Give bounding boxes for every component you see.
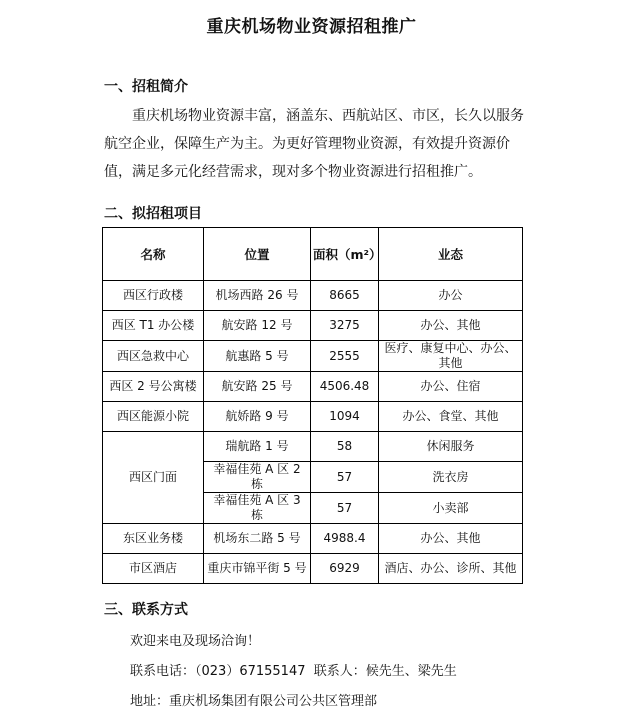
contact-phone: 联系电话：（023）67155147 联系人：候先生、梁先生 bbox=[130, 664, 457, 679]
cell-area: 8665 bbox=[311, 281, 379, 311]
cell-location: 重庆市锦平街 5 号 bbox=[204, 554, 311, 584]
table-row bbox=[103, 402, 523, 432]
cell-location: 机场东二路 5 号 bbox=[204, 524, 311, 554]
cell-use: 酒店、办公、诊所、其他 bbox=[379, 554, 523, 584]
intro-paragraph bbox=[104, 102, 534, 186]
cell-use: 洗衣房 bbox=[379, 462, 523, 493]
cell-name-merged: 西区门面 bbox=[103, 432, 204, 524]
cell-area: 6929 bbox=[311, 554, 379, 584]
table-row bbox=[103, 432, 523, 462]
cell-location: 幸福佳苑 A 区 2 栋 bbox=[204, 462, 311, 493]
cell-location: 航安路 25 号 bbox=[204, 372, 311, 402]
cell-area: 57 bbox=[311, 462, 379, 493]
welcome-text: 欢迎来电及现场洽询！ bbox=[130, 634, 261, 649]
cell-use: 办公、其他 bbox=[379, 311, 523, 341]
page-title: 重庆机场物业资源招租推广 bbox=[206, 17, 417, 37]
table-row bbox=[103, 524, 523, 554]
table-row bbox=[103, 311, 523, 341]
cell-name: 西区 T1 办公楼 bbox=[103, 311, 204, 341]
cell-use: 休闲服务 bbox=[379, 432, 523, 462]
table-row bbox=[103, 372, 523, 402]
cell-use: 办公、住宿 bbox=[379, 372, 523, 402]
cell-area: 4988.4 bbox=[311, 524, 379, 554]
cell-area: 2555 bbox=[311, 341, 379, 372]
cell-location: 航安路 12 号 bbox=[204, 311, 311, 341]
cell-use: 小卖部 bbox=[379, 493, 523, 524]
column-header-area: 面积（m²） bbox=[311, 228, 379, 281]
column-header-name: 名称 bbox=[103, 228, 204, 281]
cell-area: 58 bbox=[311, 432, 379, 462]
cell-name: 西区 2 号公寓楼 bbox=[103, 372, 204, 402]
cell-use: 办公、食堂、其他 bbox=[379, 402, 523, 432]
cell-name: 东区业务楼 bbox=[103, 524, 204, 554]
table-row bbox=[103, 281, 523, 311]
cell-name: 市区酒店 bbox=[103, 554, 204, 584]
section-heading-intro: 一、招租简介 bbox=[104, 79, 188, 95]
column-header-use: 业态 bbox=[379, 228, 523, 281]
column-header-location: 位置 bbox=[204, 228, 311, 281]
cell-location: 幸福佳苑 A 区 3 栋 bbox=[204, 493, 311, 524]
cell-area: 1094 bbox=[311, 402, 379, 432]
cell-name: 西区行政楼 bbox=[103, 281, 204, 311]
table-row bbox=[103, 341, 523, 372]
cell-use: 办公 bbox=[379, 281, 523, 311]
cell-area: 4506.48 bbox=[311, 372, 379, 402]
cell-location: 航娇路 9 号 bbox=[204, 402, 311, 432]
section-heading-projects: 二、拟招租项目 bbox=[104, 206, 202, 222]
intro-text: 重庆机场物业资源丰富，涵盖东、西航站区、市区，长久以服务航空企业，保障生产为主。为更好管理物业资源，有效提升资源价值，满足多元化经营需求，现对多个物业资源进行招租推广。 bbox=[104, 108, 524, 180]
cell-name: 西区能源小院 bbox=[103, 402, 204, 432]
table-header-row bbox=[103, 228, 523, 281]
cell-use: 医疗、康复中心、办公、其他 bbox=[379, 341, 523, 372]
cell-use: 办公、其他 bbox=[379, 524, 523, 554]
cell-location: 航惠路 5 号 bbox=[204, 341, 311, 372]
table-row bbox=[103, 554, 523, 584]
cell-area: 3275 bbox=[311, 311, 379, 341]
cell-name: 西区急救中心 bbox=[103, 341, 204, 372]
projects-table bbox=[102, 227, 523, 584]
cell-location: 瑞航路 1 号 bbox=[204, 432, 311, 462]
cell-area: 57 bbox=[311, 493, 379, 524]
cell-location: 机场西路 26 号 bbox=[204, 281, 311, 311]
section-heading-contact: 三、联系方式 bbox=[104, 602, 188, 618]
contact-address: 地址：重庆机场集团有限公司公共区管理部 bbox=[130, 694, 378, 709]
